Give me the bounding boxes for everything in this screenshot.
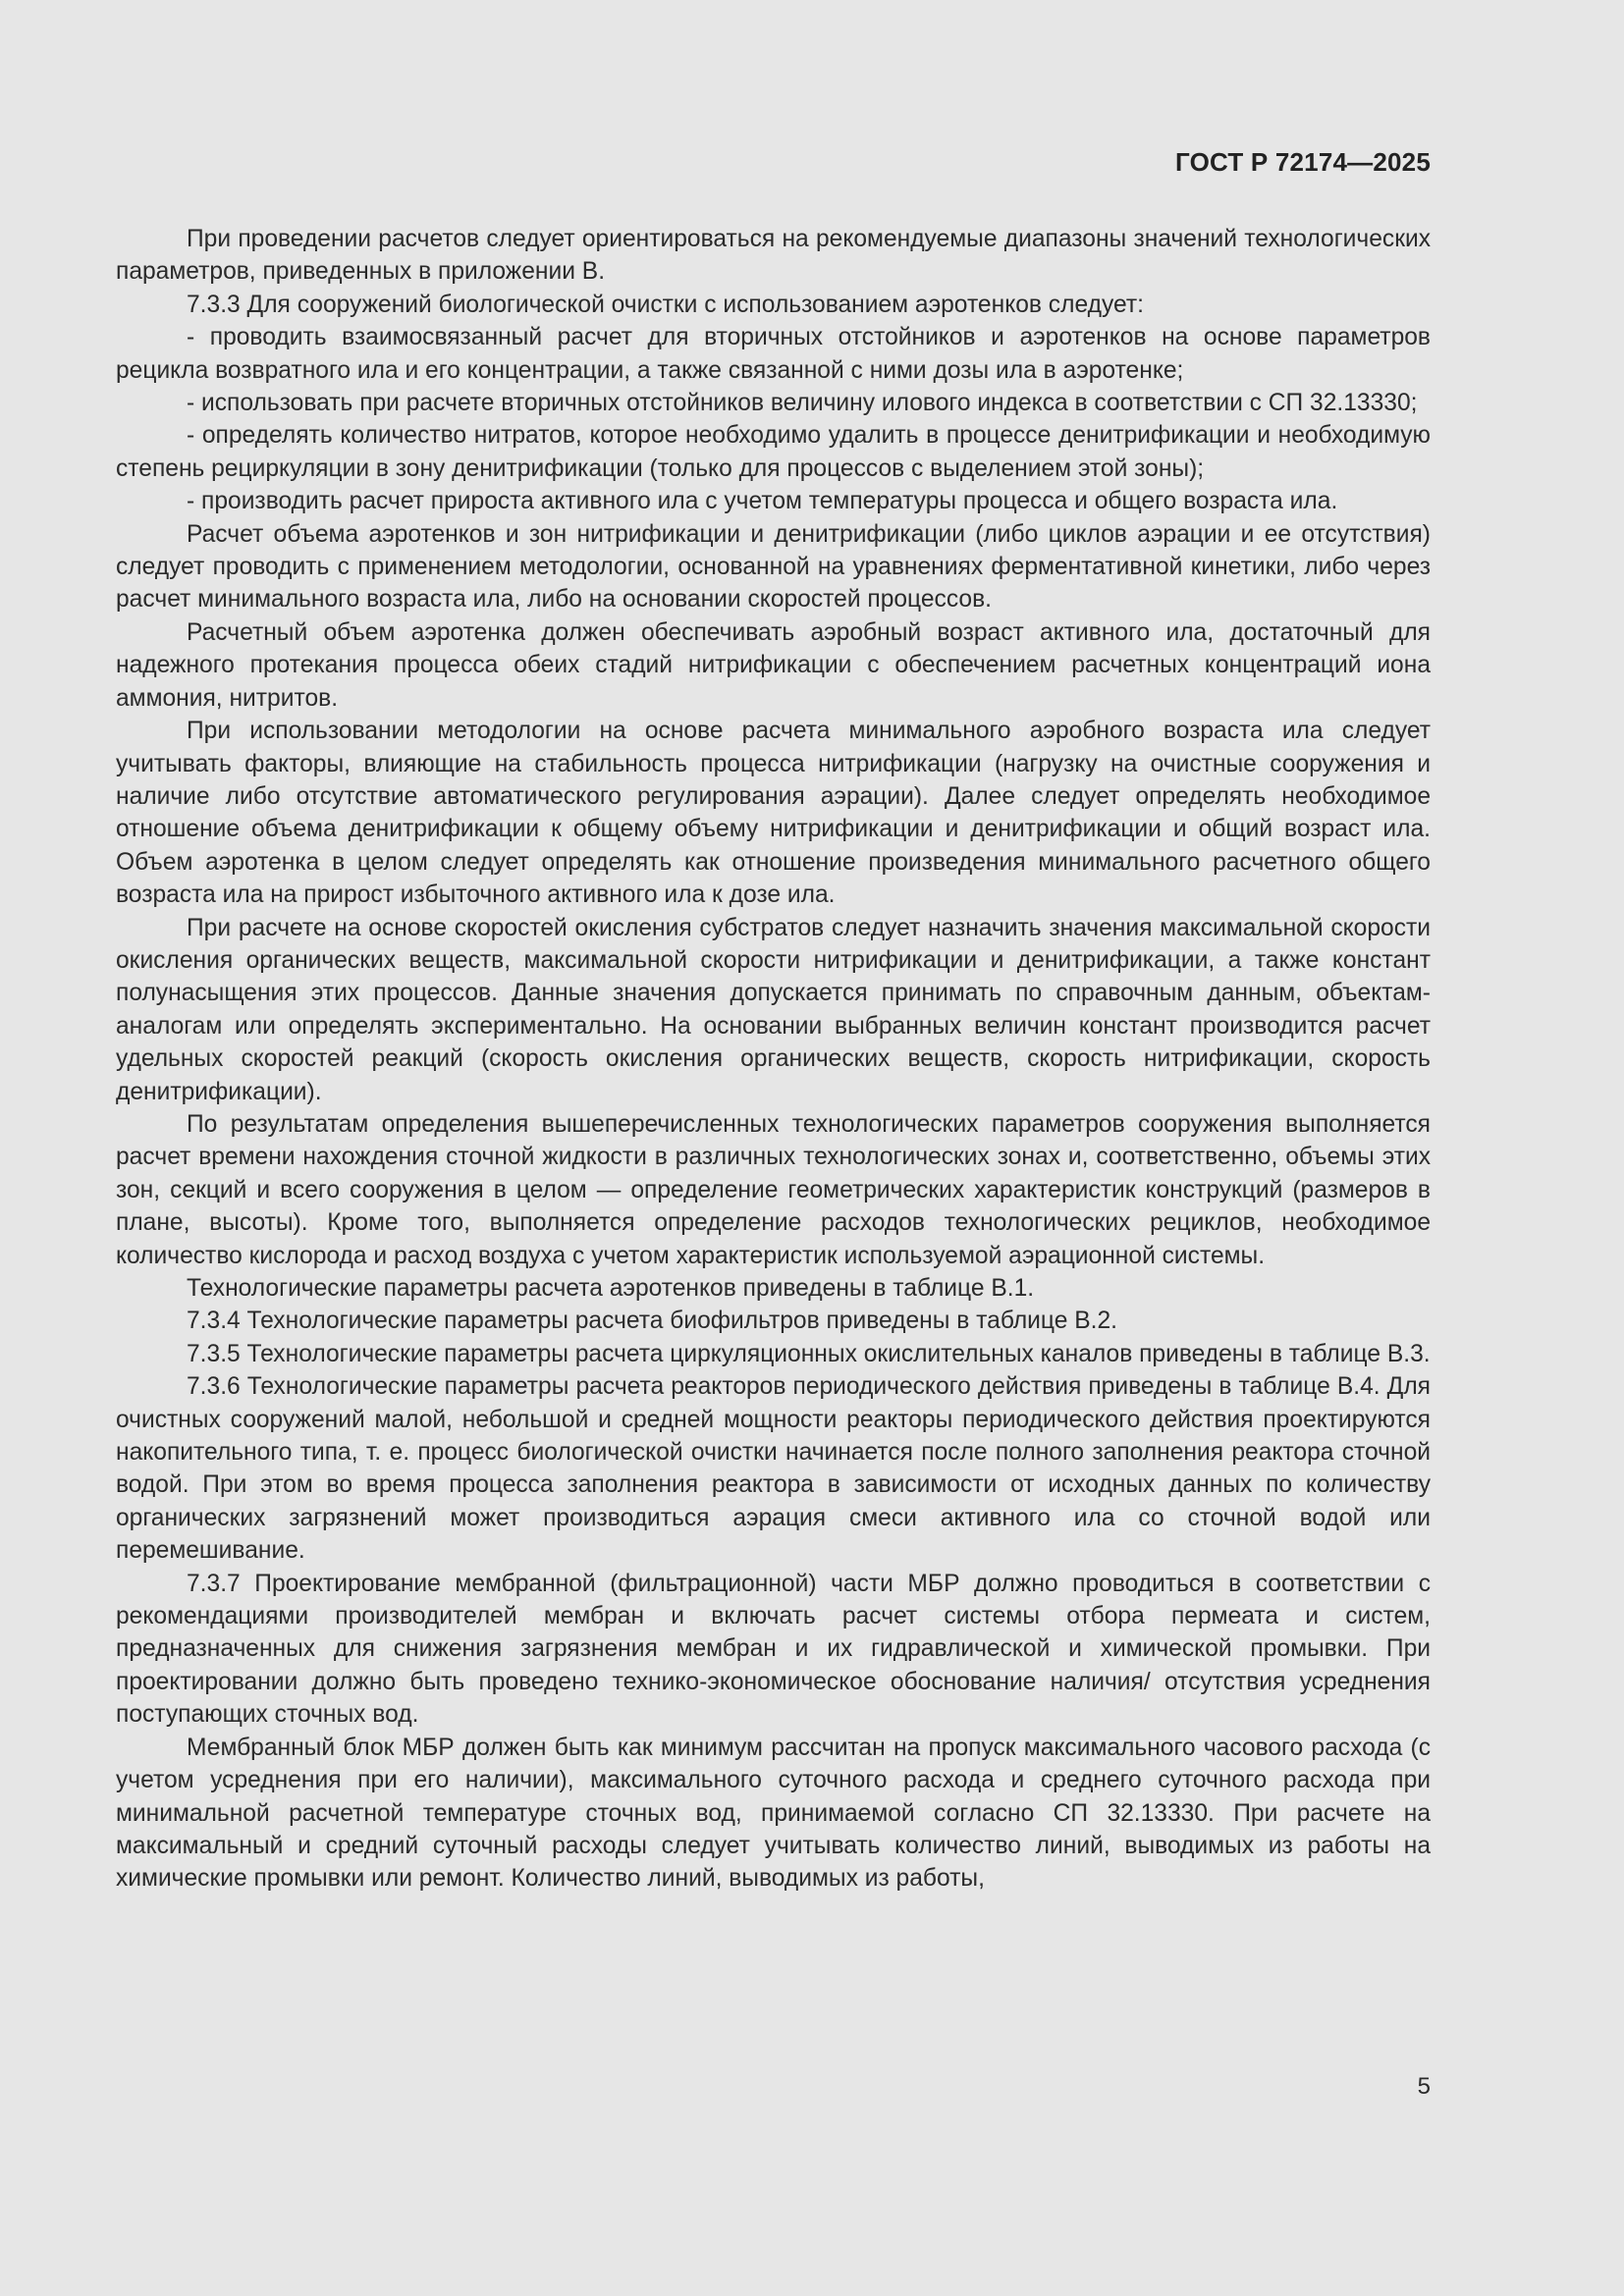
paragraph: При проведении расчетов следует ориентироваться на рекомендуемые диапазоны значений технологических параметров, приведенных в приложении В. [116,226,1431,286]
clause-7-3-3: 7.3.3 Для сооружений биологической очистки с использованием аэротенков следует: [187,291,1144,318]
paragraph: По результатам определения вышеперечисленных технологических параметров сооружения выполняется расчет времени нахождения сточной жидкости в различных технологических зонах и, соответственно, объемы этих зон, секций и всего сооружения в целом — определение геометрических характеристик конструкций (размеров в плане, высоты). Кроме того, выполняется определение расходов технологических рециклов, необходимое количество кислорода и расход воздуха с учетом характеристик используемой аэрационной системы. [116,1110,1431,1269]
paragraph: Мембранный блок МБР должен быть как минимум рассчитан на пропуск максимального часового расхода (с учетом усреднения при его наличии), максимального суточного расхода и среднего суточного расхода при минимальной расчетной температуре сточных вод, принимаемой согласно СП 32.13330. При расчете на максимальный и средний суточный расходы следует учитывать количество линий, выводимых из работы на химические промывки или ремонт. Количество линий, выводимых из работы, [116,1734,1431,1893]
paragraph: Расчетный объем аэротенка должен обеспечивать аэробный возраст активного ила, достаточный для надежного протекания процесса обеих стадий нитрификации с обеспечением расчетных концентраций иона аммония, нитритов. [116,618,1431,712]
paragraph: При расчете на основе скоростей окисления субстратов следует назначить значения максимальной скорости окисления органических веществ, максимальной скорости нитрификации и денитрификации, а также констант полунасыщения этих процессов. Данные значения допускается принимать по справочным данным, объектам-аналогам или определять экспериментально. На основании выбранных величин констант производится расчет удельных скоростей реакций (скорость окисления органических веществ, скорость нитрификации, скорость денитрификации). [116,914,1431,1105]
clause-7-3-5: 7.3.5 Технологические параметры расчета циркуляционных окислительных каналов приведены в таблице В.3. [187,1340,1431,1367]
paragraph: Расчет объема аэротенков и зон нитрификации и денитрификации (либо циклов аэрации и ее отсутствия) следует проводить с применением методологии, основанной на уравнениях ферментативной кинетики, либо через расчет минимального возраста ила, либо на основании скоростей процессов. [116,520,1431,614]
clause-7-3-7: 7.3.7 Проектирование мембранной (фильтрационной) части МБР должно проводиться в соответствии с рекомендациями производителей мембран и включать расчет системы отбора пермеата и систем, предназначенных для снижения загрязнения мембран и их гидравлической и химической промывки. При проектировании должно быть проведено технико-экономическое обоснование наличия/ отсутствия усреднения поступающих сточных вод. [116,1570,1431,1729]
page-number: 5 [1417,2073,1431,2100]
list-item: - определять количество нитратов, которое необходимо удалить в процессе денитрификации и необходимую степень рециркуляции в зону денитрификации (только для процессов с выделением этой зоны); [116,422,1431,482]
list-item: - проводить взаимосвязанный расчет для вторичных отстойников и аэротенков на основе параметров рецикла возвратного ила и его концентрации, а также связанной с ними дозы ила в аэротенке; [116,324,1431,384]
list-item: - использовать при расчете вторичных отстойников величину илового индекса в соответствии с СП 32.13330; [187,390,1418,417]
standard-designation: ГОСТ Р 72174—2025 [1175,147,1431,177]
paragraph: При использовании методологии на основе расчета минимального аэробного возраста ила следует учитывать факторы, влияющие на стабильность процесса нитрификации (нагрузку на очистные сооружения и наличие либо отсутствие автоматического регулирования аэрации). Далее следует определять необходимое отношение объема денитрификации к общему объему нитрификации и денитрификации и общий возраст ила. Объем аэротенка в целом следует определять как отношение произведения минимального расчетного общего возраста ила на прирост избыточного активного ила к дозе ила. [116,718,1431,909]
clause-7-3-4: 7.3.4 Технологические параметры расчета биофильтров приведены в таблице В.2. [187,1308,1117,1335]
paragraph: Технологические параметры расчета аэротенков приведены в таблице В.1. [187,1275,1035,1302]
body-text [116,223,1431,1896]
list-item: - производить расчет прироста активного ила с учетом температуры процесса и общего возраста ила. [187,488,1338,515]
clause-7-3-6: 7.3.6 Технологические параметры расчета реакторов периодического действия приведены в таблице В.4. Для очистных сооружений малой, небольшой и средней мощности реакторы периодического действия проектируются накопительного типа, т. е. процесс биологической очистки начинается после полного заполнения реактора сточной водой. При этом во время процесса заполнения реактора в зависимости от исходных данных по количеству органических загрязнений может производиться аэрация смеси активного ила со сточной водой или перемешивание. [116,1373,1431,1565]
